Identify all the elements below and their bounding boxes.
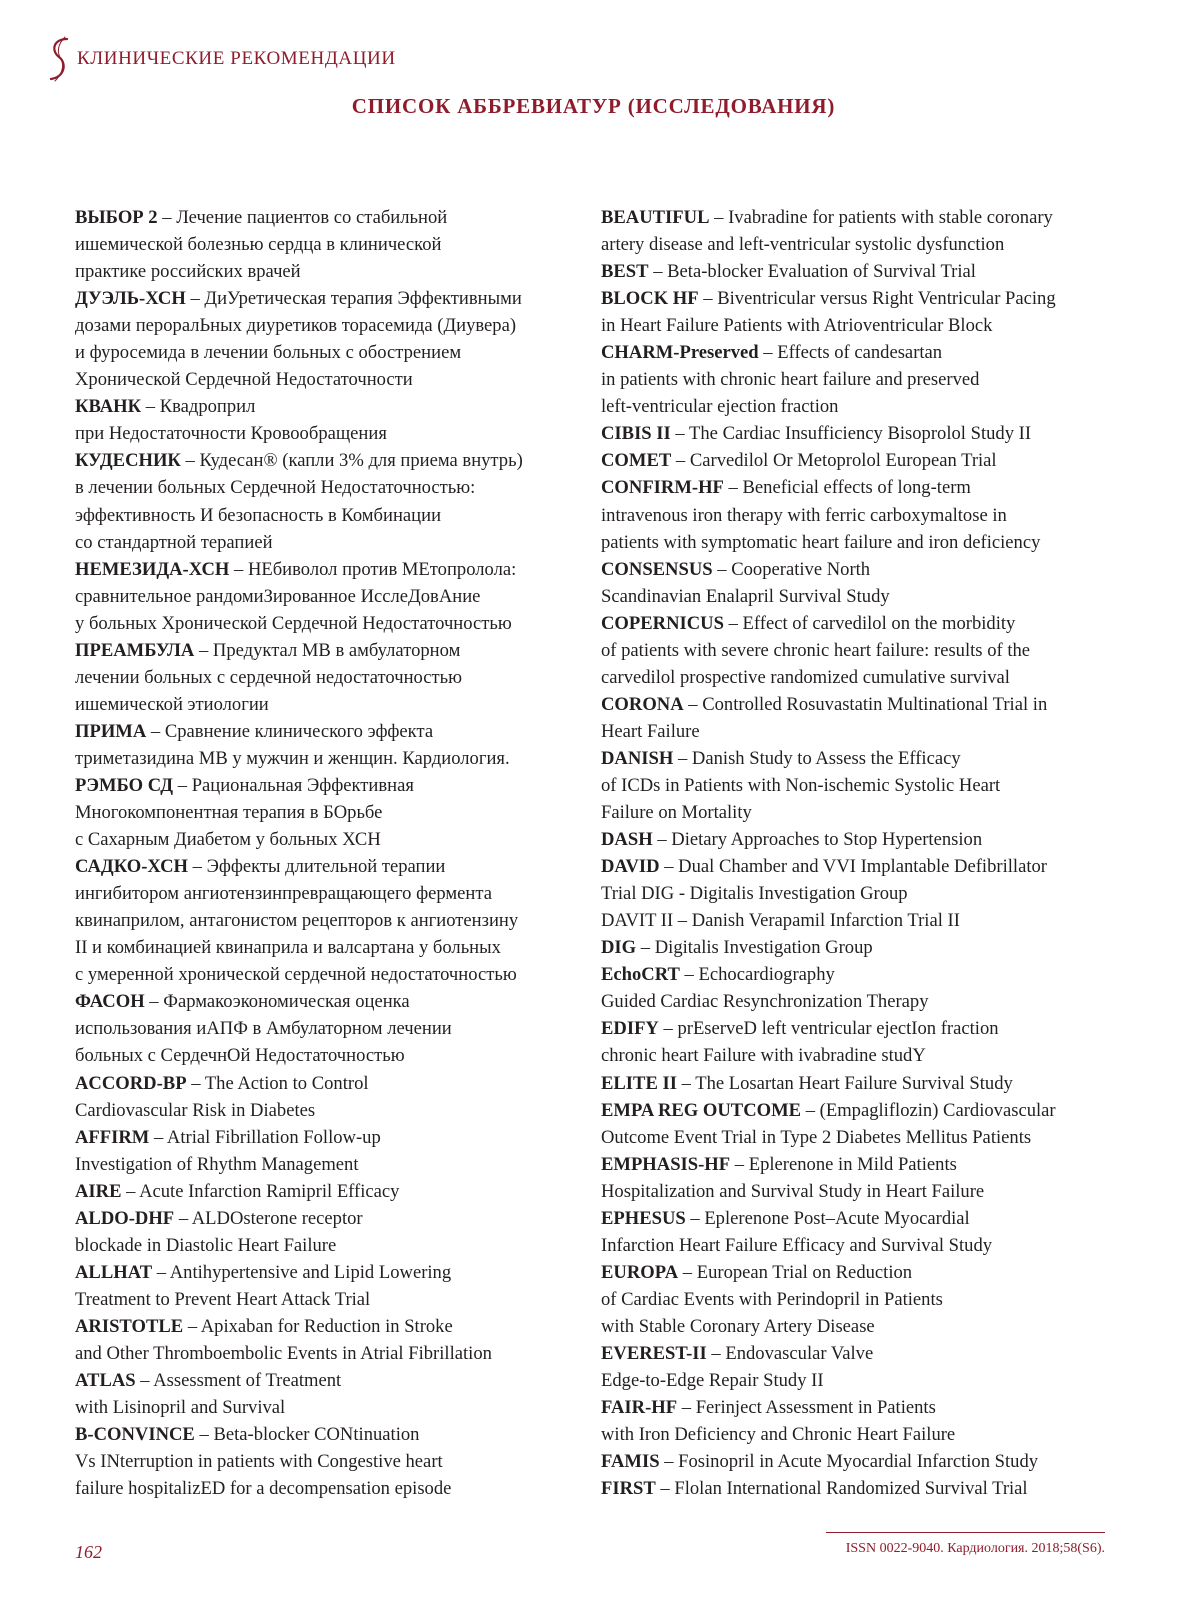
abbreviation-term: ARISTOTLE — [75, 1315, 184, 1337]
entry-first-line — [75, 988, 575, 1015]
abbreviation-term: BEAUTIFUL — [601, 207, 710, 228]
abbreviation-term: ELITE II — [601, 1072, 677, 1094]
abbreviation-term: САДКО-ХСН — [75, 856, 189, 878]
abbreviation-term: EUROPA — [601, 1261, 679, 1283]
abbreviation-entry — [75, 1070, 575, 1124]
entry-line: у больных Хронической Сердечной Недостаточностью — [75, 612, 512, 634]
entry-line: ишемической болезнью сердца в клинической — [75, 234, 442, 256]
abbreviation-entry — [75, 1313, 575, 1367]
entry-line: лечении больных с сердечной недостаточностью — [75, 666, 463, 688]
abbreviation-definition: – Cooperative North — [712, 558, 871, 580]
abbreviation-term: КВАНК — [75, 396, 142, 418]
abbreviation-definition: – prEserveD left ventricular ejectIon fraction — [658, 1018, 999, 1040]
entry-line: Guided Cardiac Resynchronization Therapy — [601, 991, 929, 1013]
abbreviation-definition: – Atrial Fibrillation Follow-up — [149, 1126, 381, 1148]
abbreviation-definition: – The Losartan Heart Failure Survival Study — [676, 1072, 1013, 1094]
entry-line: сравнительное рандомиЗированное ИсслеДовАние — [75, 585, 481, 607]
entry-first-line — [601, 474, 1161, 501]
abbreviation-term: DIG — [601, 937, 637, 959]
entry-first-line — [75, 1205, 575, 1232]
abbreviation-entry — [601, 826, 1161, 853]
entry-line: Hospitalization and Survival Study in Heart Failure — [601, 1180, 985, 1202]
abbreviation-definition: – Предуктал МВ в амбулаторном — [194, 639, 461, 661]
entry-first-line — [601, 610, 1161, 637]
abbreviation-definition: – Danish Study to Assess the Efficacy — [673, 747, 961, 769]
entry-first-line — [75, 772, 575, 799]
entry-line: in patients with chronic heart failure and preserved — [601, 369, 980, 391]
entry-line: left-ventricular ejection fraction — [601, 396, 839, 418]
abbreviation-entry — [601, 339, 1161, 420]
abbreviation-definition: – European Trial on Reduction — [678, 1261, 913, 1283]
entry-line: with Iron Deficiency and Chronic Heart Failure — [601, 1424, 956, 1446]
abbreviation-term: ДУЭЛЬ-ХСН — [75, 288, 186, 310]
abbreviation-term: BLOCK HF — [601, 288, 699, 310]
entry-first-line — [75, 718, 575, 745]
abbreviation-entry — [75, 204, 575, 285]
abbreviation-definition: – The Action to Control — [186, 1072, 369, 1094]
entry-line: of ICDs in Patients with Non-ischemic Systolic Heart — [601, 774, 1001, 796]
abbreviation-definition: – ДиУретическая терапия Эффективными — [185, 288, 522, 310]
entry-line: Хронической Сердечной Недостаточности — [75, 369, 413, 391]
abbreviation-term: AFFIRM — [75, 1126, 150, 1148]
entry-first-line — [601, 204, 1161, 231]
abbreviation-entry — [601, 1394, 1161, 1448]
abbreviation-definition: – Antihypertensive and Lipid Lowering — [152, 1261, 452, 1283]
abbreviation-definition: – Eplerenone in Mild Patients — [730, 1153, 957, 1175]
abbreviation-entry — [601, 420, 1161, 447]
abbreviation-term: CIBIS II — [601, 423, 671, 445]
abbreviation-term: DASH — [601, 829, 653, 851]
entry-line: with Lisinopril and Survival — [75, 1397, 286, 1419]
entry-line: and Other Thromboembolic Events in Atrial Fibrillation — [75, 1342, 492, 1364]
entry-line: со стандартной терапией — [75, 531, 273, 553]
entry-first-line — [601, 1475, 1161, 1502]
abbreviation-definition: – Dual Chamber and VVI Implantable Defibrillator — [659, 856, 1047, 878]
entry-line: дозами пероралЬных диуретиков торасемида (Диувера) — [75, 315, 517, 337]
entry-line: Investigation of Rhythm Management — [75, 1153, 359, 1175]
abbreviation-definition: – Beta-blocker Evaluation of Survival Trial — [648, 261, 976, 283]
entry-line: in Heart Failure Patients with Atrioventricular Block — [601, 315, 993, 337]
entry-line: Treatment to Prevent Heart Attack Trial — [75, 1288, 371, 1310]
abbreviation-definition: – Biventricular versus Right Ventricular Pacing — [698, 288, 1056, 310]
abbreviation-entry — [601, 691, 1161, 745]
abbreviation-definition: – НЕбиволол против МЕтопролола: — [229, 558, 517, 580]
abbreviation-term: ALDO-DHF — [75, 1207, 175, 1229]
abbreviation-entry — [601, 1340, 1161, 1394]
abbreviation-entry — [75, 772, 575, 853]
abbreviation-entry — [601, 610, 1161, 691]
abbreviation-entry — [601, 1448, 1161, 1475]
abbreviation-definition: – Echocardiography — [679, 964, 835, 986]
abbreviation-entry — [75, 1259, 575, 1313]
entry-first-line — [601, 1015, 1161, 1042]
abbreviation-entry — [601, 556, 1161, 610]
entry-line: DAVIT II – Danish Verapamil Infarction Trial II — [601, 910, 960, 932]
page-title: СПИСОК АББРЕВИАТУР (ИССЛЕДОВАНИЯ) — [351, 94, 836, 118]
abbreviation-definition: – Carvedilol Or Metoprolol European Trial — [671, 450, 997, 472]
abbreviation-definition: – Effects of candesartan — [758, 342, 943, 364]
entry-line: Outcome Event Trial in Type 2 Diabetes Mellitus Patients — [601, 1126, 1032, 1148]
entry-line: использования иАПФ в Амбулаторном лечении — [75, 1018, 452, 1040]
abbreviation-definition: – (Empagliflozin) Cardiovascular — [801, 1099, 1056, 1121]
entry-line: Vs INterruption in patients with Congestive heart — [75, 1451, 443, 1473]
abbreviation-term: ФАСОН — [75, 991, 145, 1013]
abbreviation-term: ПРЕАМБУЛА — [75, 639, 195, 661]
entry-first-line — [75, 393, 575, 420]
abbreviation-entry — [75, 447, 575, 555]
abbreviation-definition: – Dietary Approaches to Stop Hypertension — [652, 829, 983, 851]
entry-first-line — [601, 285, 1161, 312]
entry-line: chronic heart Failure with ivabradine studY — [601, 1045, 926, 1067]
entry-first-line — [601, 420, 1161, 447]
journal-citation: ISSN 0022-9040. Кардиология. 2018;58(S6). — [845, 1541, 1105, 1556]
entry-first-line — [601, 1070, 1161, 1097]
abbreviation-entry — [601, 474, 1161, 555]
abbreviation-term: ПРИМА — [75, 720, 147, 742]
abbreviation-entry — [601, 1070, 1161, 1097]
entry-first-line — [75, 853, 575, 880]
abbreviation-term: EMPA REG OUTCOME — [601, 1099, 802, 1121]
entry-line: with Stable Coronary Artery Disease — [601, 1315, 875, 1337]
abbreviation-term: FAMIS — [601, 1451, 660, 1473]
entry-line: практике российских врачей — [75, 261, 301, 283]
abbreviation-definition: – Кудесан® (капли 3% для приема внутрь) — [180, 450, 523, 472]
abbreviation-definition: – Рациональная Эффективная — [173, 774, 414, 796]
abbreviation-entry — [601, 285, 1161, 339]
entry-line: ингибитором ангиотензинпревращающего фермента — [75, 883, 492, 905]
entry-first-line — [601, 853, 1161, 880]
abbreviation-term: CONFIRM-HF — [601, 477, 724, 499]
abbreviation-term: B-CONVINCE — [75, 1424, 195, 1446]
abbreviation-entry — [75, 1367, 575, 1421]
entry-first-line — [601, 826, 1161, 853]
abbreviation-definition: – ALDOsterone receptor — [174, 1207, 363, 1229]
abbreviation-term: COPERNICUS — [601, 612, 724, 634]
abbreviation-definition: – Acute Infarction Ramipril Efficacy — [121, 1180, 400, 1202]
abbreviation-entry — [601, 447, 1161, 474]
abbreviation-entry — [601, 961, 1161, 1015]
abbreviation-definition: – Digitalis Investigation Group — [636, 937, 873, 959]
abbreviation-definition: – Квадроприл — [141, 396, 256, 418]
entry-first-line — [75, 1421, 575, 1448]
abbreviation-entry — [75, 393, 575, 447]
abbreviation-entry — [75, 853, 575, 988]
entry-line: blockade in Diastolic Heart Failure — [75, 1234, 337, 1256]
abbreviation-definition: – Лечение пациентов со стабильной — [157, 207, 448, 228]
entry-first-line — [75, 1070, 575, 1097]
abbreviation-entry — [601, 745, 1161, 826]
entry-first-line — [75, 447, 575, 474]
footer-divider — [826, 1532, 1105, 1533]
entry-line: carvedilol prospective randomized cumulative survival — [601, 666, 1010, 688]
entry-first-line — [601, 961, 1161, 988]
abbreviation-definition: – The Cardiac Insufficiency Bisoprolol Study II — [670, 423, 1032, 445]
entry-line: Scandinavian Enalapril Survival Study — [601, 585, 890, 607]
entry-line: patients with symptomatic heart failure and iron deficiency — [601, 531, 1041, 553]
entry-line: эффективность И безопасность в Комбинации — [75, 504, 442, 526]
entry-line: II и комбинацией квинаприла и валсартана у больных — [75, 937, 501, 959]
abbreviation-entry — [601, 853, 1161, 907]
entry-first-line — [601, 1205, 1161, 1232]
page-header — [45, 34, 396, 84]
abbreviation-term: EVEREST-II — [601, 1342, 707, 1364]
abbreviation-definition: – Apixaban for Reduction in Stroke — [183, 1315, 453, 1337]
abbreviation-term: DANISH — [601, 747, 674, 769]
entry-line: artery disease and left-ventricular systolic dysfunction — [601, 234, 1005, 256]
abbreviation-term: ВЫБОР 2 — [75, 207, 158, 228]
entry-first-line — [601, 1259, 1161, 1286]
abbreviation-entry — [601, 258, 1161, 285]
entry-line: of Cardiac Events with Perindopril in Patients — [601, 1288, 943, 1310]
abbreviations-left-column — [75, 204, 575, 1502]
entry-line: при Недостаточности Кровообращения — [75, 423, 387, 445]
abbreviation-term: КУДЕСНИК — [75, 450, 181, 472]
entry-first-line — [601, 1448, 1161, 1475]
abbreviation-definition: – Flolan International Randomized Survival Trial — [655, 1478, 1028, 1500]
abbreviation-term: ACCORD-BP — [75, 1072, 187, 1094]
entry-line: с умеренной хронической сердечной недостаточностью — [75, 964, 517, 986]
abbreviation-definition: – Endovascular Valve — [706, 1342, 874, 1364]
entry-line: квинаприлом, антагонистом рецепторов к ангиотензину — [75, 910, 519, 932]
entry-line: of patients with severe chronic heart failure: results of the — [601, 639, 1031, 661]
abbreviation-entry — [601, 1259, 1161, 1340]
entry-first-line — [75, 1124, 575, 1151]
abbreviation-entry — [75, 556, 575, 637]
entry-first-line — [601, 447, 1161, 474]
abbreviation-definition: – Controlled Rosuvastatin Multinational Trial in — [683, 693, 1048, 715]
abbreviation-entry — [601, 934, 1161, 961]
entry-first-line — [601, 691, 1161, 718]
abbreviation-entry — [601, 1151, 1161, 1205]
abbreviation-term: CHARM-Preserved — [601, 342, 759, 364]
abbreviation-entry — [75, 718, 575, 772]
entry-line: в лечении больных Сердечной Недостаточностью: — [75, 477, 476, 499]
entry-line: Infarction Heart Failure Efficacy and Survival Study — [601, 1234, 993, 1256]
abbreviation-definition: – Fosinopril in Acute Myocardial Infarction Study — [659, 1451, 1039, 1473]
entry-first-line — [601, 1097, 1161, 1124]
entry-line: Trial DIG - Digitalis Investigation Group — [601, 883, 908, 905]
entry-first-line — [601, 1340, 1161, 1367]
entry-line: Failure on Mortality — [601, 802, 752, 824]
entry-line: с Сахарным Диабетом у больных ХСН — [75, 829, 381, 851]
abbreviation-entry — [75, 637, 575, 718]
abbreviation-term: DAVID — [601, 856, 660, 878]
entry-first-line — [75, 1178, 575, 1205]
entry-line: ишемической этиологии — [75, 693, 269, 715]
abbreviation-term: BEST — [601, 261, 649, 283]
entry-first-line — [75, 1313, 575, 1340]
entry-first-line — [601, 258, 1161, 285]
entry-first-line — [601, 1394, 1161, 1421]
abbreviation-term: FAIR-HF — [601, 1397, 678, 1419]
abbreviation-definition: – Сравнение клинического эффекта — [146, 720, 434, 742]
entry-first-line — [75, 204, 575, 231]
abbreviation-entry — [75, 988, 575, 1069]
abbreviation-entry — [75, 285, 575, 393]
abbreviation-term: COMET — [601, 450, 672, 472]
abbreviation-entry — [75, 1124, 575, 1178]
abbreviation-term: EPHESUS — [601, 1207, 686, 1229]
entry-first-line — [601, 1151, 1161, 1178]
abbreviation-definition: – Effect of carvedilol on the morbidity — [723, 612, 1016, 634]
entry-first-line — [601, 556, 1161, 583]
abbreviation-definition: – Эффекты длительной терапии — [188, 856, 446, 878]
abbreviation-term: CONSENSUS — [601, 558, 713, 580]
entry-line: триметазидина МВ у мужчин и женщин. Кардиология. — [75, 747, 510, 769]
entry-line: Многокомпонентная терапия в БОрьбе — [75, 802, 383, 824]
abbreviation-entry — [601, 1097, 1161, 1151]
abbreviation-entry — [75, 1421, 575, 1502]
entry-line: Heart Failure — [601, 720, 700, 742]
entry-line: Cardiovascular Risk in Diabetes — [75, 1099, 316, 1121]
entry-first-line — [75, 556, 575, 583]
abbreviation-term: FIRST — [601, 1478, 656, 1500]
abbreviation-entry — [601, 1015, 1161, 1069]
abbreviation-entry — [601, 907, 1161, 934]
abbreviation-term: РЭМБО СД — [75, 774, 174, 796]
entry-line: больных с СердечнОй Недостаточностью — [75, 1045, 405, 1067]
entry-first-line — [75, 637, 575, 664]
abbreviation-entry — [75, 1205, 575, 1259]
abbreviation-definition: – Eplerenone Post–Acute Myocardial — [685, 1207, 970, 1229]
section-title: КЛИНИЧЕСКИЕ РЕКОМЕНДАЦИИ — [77, 48, 396, 69]
entry-first-line — [601, 934, 1161, 961]
abbreviation-definition: – Ivabradine for patients with stable coronary — [709, 207, 1053, 228]
entry-line: Edge-to-Edge Repair Study II — [601, 1370, 824, 1392]
abbreviation-term: EMPHASIS-HF — [601, 1153, 731, 1175]
abbreviation-definition: – Beneficial effects of long-term — [723, 477, 971, 499]
abbreviations-right-column — [601, 204, 1161, 1502]
abbreviation-term: CORONA — [601, 693, 684, 715]
abbreviation-term: EchoCRT — [601, 964, 680, 986]
abbreviation-definition: – Фармакоэкономическая оценка — [144, 991, 410, 1013]
abbreviation-term: НЕМЕЗИДА-ХСН — [75, 558, 230, 580]
entry-line: intravenous iron therapy with ferric carboxymaltose in — [601, 504, 1007, 526]
abbreviation-definition: – Assessment of Treatment — [135, 1370, 342, 1392]
entry-first-line — [601, 339, 1161, 366]
abbreviation-term: ATLAS — [75, 1370, 136, 1392]
entry-first-line — [75, 1367, 575, 1394]
abbreviation-entry — [601, 204, 1161, 258]
page-number: 162 — [75, 1542, 102, 1562]
abbreviation-term: AIRE — [75, 1180, 122, 1202]
entry-first-line — [75, 1259, 575, 1286]
abbreviation-definition: – Beta-blocker CONtinuation — [194, 1424, 420, 1446]
abbreviation-definition: – Ferinject Assessment in Patients — [677, 1397, 936, 1419]
entry-first-line — [75, 285, 575, 312]
journal-logo-icon — [45, 35, 75, 83]
abbreviation-entry — [601, 1205, 1161, 1259]
entry-line: и фуросемида в лечении больных с обострением — [75, 342, 462, 364]
abbreviation-term: ALLHAT — [75, 1261, 153, 1283]
abbreviation-term: EDIFY — [601, 1018, 659, 1040]
entry-first-line — [601, 745, 1161, 772]
abbreviation-entry — [75, 1178, 575, 1205]
entry-line: failure hospitalizED for a decompensation episode — [75, 1478, 452, 1500]
abbreviation-entry — [601, 1475, 1161, 1502]
